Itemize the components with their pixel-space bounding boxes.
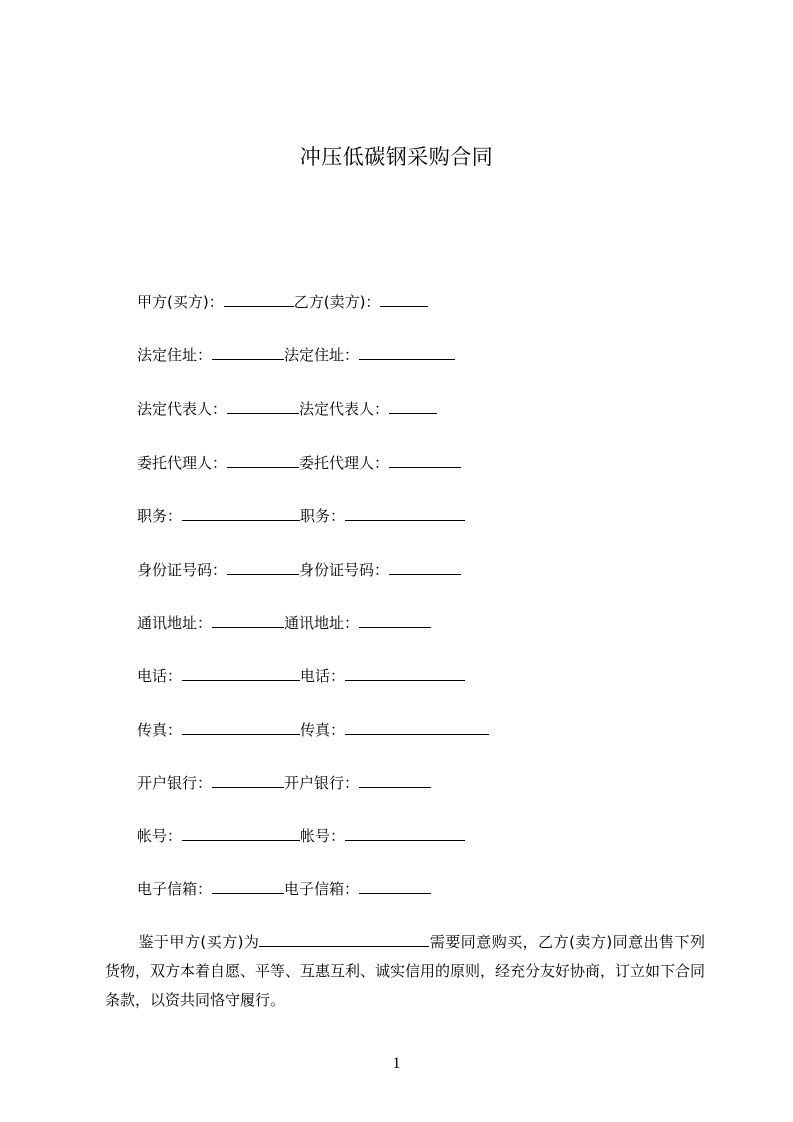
blank-line [227,560,299,575]
field-row-id-number [137,560,461,580]
blank-line [345,720,489,735]
field-label-right: 帐号： [300,827,346,845]
field-label-left: 职务： [137,507,183,525]
field-row-party [137,292,428,312]
field-label-right: 通讯地址： [284,614,360,632]
field-row-legal-rep [137,399,437,419]
blank-line [182,826,300,841]
blank-line [345,826,465,841]
page-number: 1 [392,1055,401,1072]
field-label-right: 身份证号码： [299,561,390,579]
blank-line [345,506,465,521]
blank-line [227,399,299,414]
blank-line [359,879,431,894]
blank-line [212,345,284,360]
field-row-mailing-address [137,613,431,633]
field-label-buyer: 甲方(买方)： [137,293,224,311]
field-label-right: 开户银行： [284,774,360,792]
blank-line [389,560,461,575]
field-row-position [137,506,465,526]
blank-line [212,879,284,894]
blank-line [182,666,300,681]
field-row-email [137,879,431,899]
document-title: 冲压低碳钢采购合同 [299,145,494,169]
field-row-bank [137,773,431,793]
field-label-left: 委托代理人： [137,454,228,472]
blank-line [345,666,465,681]
field-label-left: 帐号： [137,827,183,845]
field-label-right: 传真： [300,721,346,739]
field-row-fax [137,720,489,740]
field-label-right: 电子信箱： [284,880,360,898]
blank-line [212,773,284,788]
blank-line [359,345,455,360]
blank-line [380,292,428,307]
field-label-left: 开户银行： [137,774,213,792]
field-label-left: 通讯地址： [137,614,213,632]
field-row-phone [137,666,465,686]
field-label-right: 电话： [300,667,346,685]
field-label-right: 委托代理人： [299,454,390,472]
blank-line [359,773,431,788]
blank-line [212,613,284,628]
blank-line [389,399,437,414]
blank-line [389,453,461,468]
field-label-left: 身份证号码： [137,561,228,579]
intro-paragraph [105,928,705,1015]
field-label-left: 电子信箱： [137,880,213,898]
blank-line [224,292,294,307]
field-row-account [137,826,465,846]
field-label-left: 传真： [137,721,183,739]
field-row-agent [137,453,461,473]
field-label-left: 法定住址： [137,346,213,364]
blank-line [359,613,431,628]
intro-text-part1: 鉴于甲方(买方)为 [138,933,260,951]
field-label-right: 法定住址： [284,346,360,364]
field-label-right: 法定代表人： [299,400,390,418]
blank-line [227,453,299,468]
field-label-left: 电话： [137,667,183,685]
field-label-left: 法定代表人： [137,400,228,418]
field-row-address [137,345,455,365]
blank-line [259,932,429,947]
intro-text-part2: 需要同意购买，乙方(卖方)同意出售下列货物，双方本着自愿、平等、互惠互利、诚实信用的原则，经充分友好协商，订立如下合同条款，以资共同恪守履行。 [105,933,706,1009]
blank-line [182,720,300,735]
field-label-right: 职务： [300,507,346,525]
field-label-seller: 乙方(卖方)： [293,293,381,311]
blank-line [182,506,300,521]
